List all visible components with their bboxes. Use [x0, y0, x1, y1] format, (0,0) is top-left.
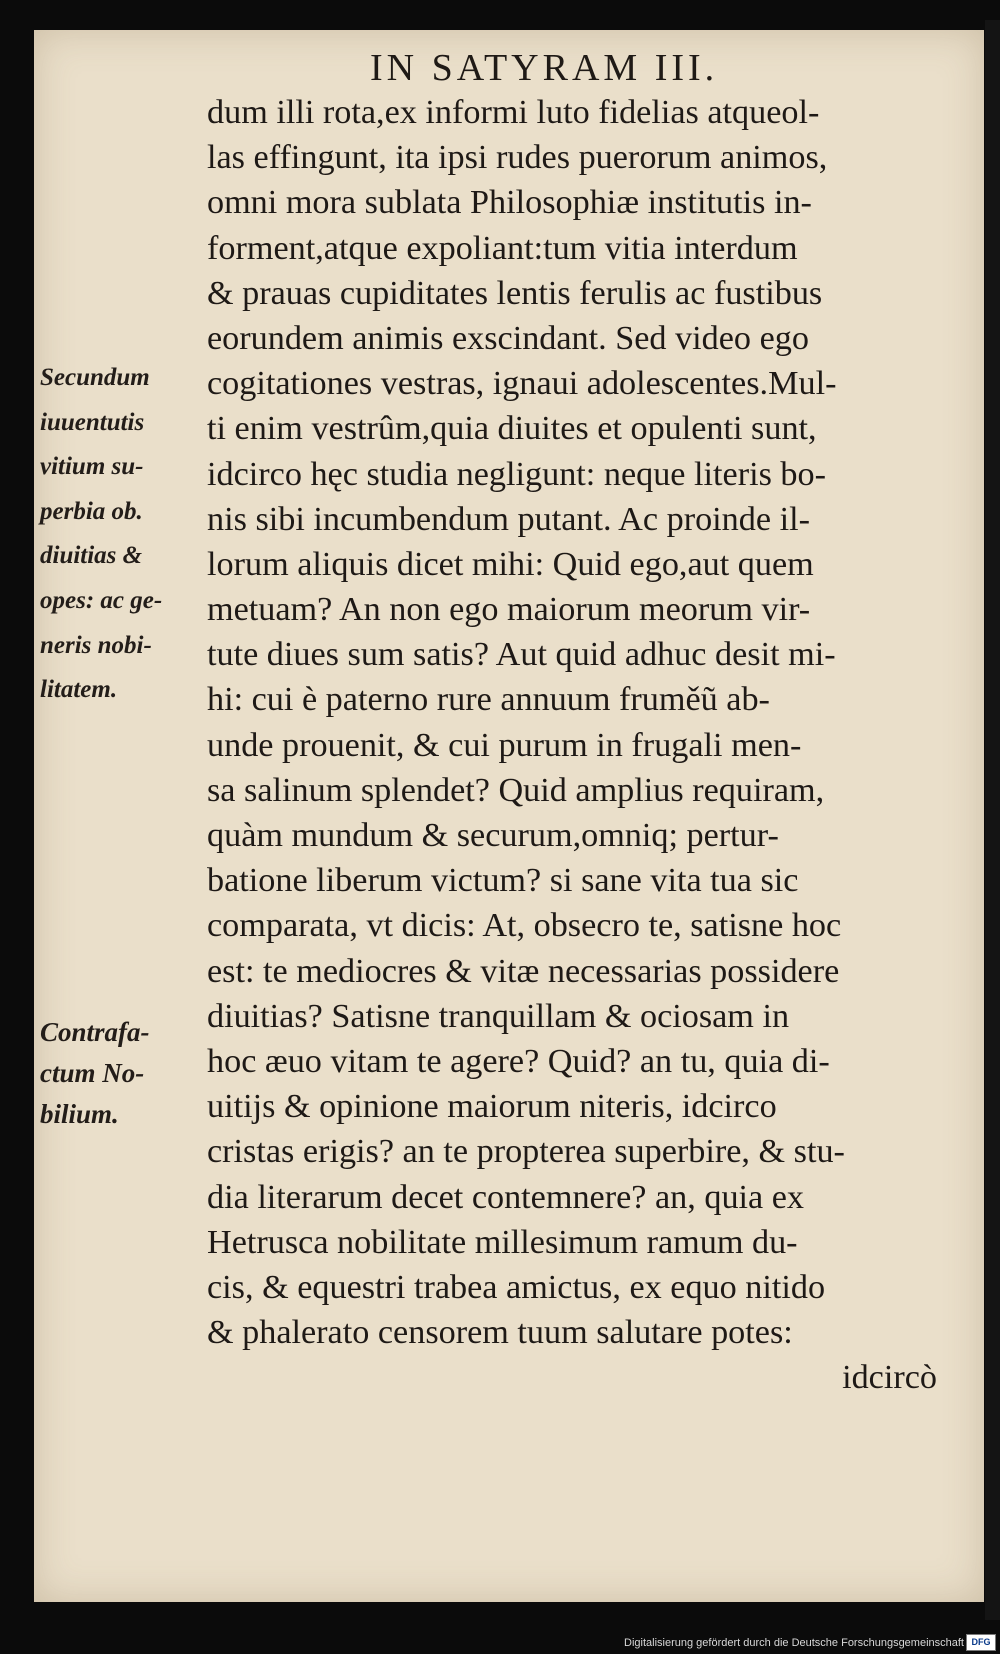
marginal-note-superbia: [40, 356, 225, 713]
body-line: comparata, vt dicis: At, obsecro te, satisne hoc: [207, 907, 842, 945]
body-line: cis, & equestri trabea amictus, ex equo nitido: [207, 1268, 826, 1306]
marginal-line: neris nobi-: [40, 631, 152, 659]
body-line: est: te mediocres & vitæ necessarias possidere: [207, 952, 840, 990]
body-line: diuitias? Satisne tranquillam & ociosam in: [207, 997, 790, 1035]
marginal-line: bilium.: [40, 1099, 119, 1129]
digitization-credit: Digitalisierung gefördert durch die Deutsche Forschungsgemeinschaft: [624, 1637, 964, 1649]
marginal-line: opes: ac ge-: [40, 586, 163, 614]
body-line: forment,atque expoliant:tum vitia interdum: [207, 229, 798, 267]
marginal-line: iuuentutis: [40, 408, 145, 436]
body-line: hi: cui è paterno rure annuum fruměũ ab-: [207, 681, 770, 719]
marginal-line: Contrafa-: [40, 1017, 150, 1047]
body-text: [207, 90, 967, 1400]
marginal-line: Secundum: [40, 364, 150, 391]
marginal-note-nobilium: [40, 1012, 225, 1135]
body-line: nis sibi incumbendum putant. Ac proinde il-: [207, 500, 810, 538]
marginal-line: ctum No-: [40, 1058, 145, 1088]
body-line: uitijs & opinione maiorum niteris, idcirco: [207, 1088, 777, 1126]
body-line: unde prouenit, & cui purum in frugali men-: [207, 726, 802, 764]
catchword: idcircò: [842, 1359, 937, 1397]
running-head: IN SATYRAM III.: [370, 47, 719, 89]
body-line: metuam? An non ego maiorum meorum vir-: [207, 591, 811, 629]
body-line: omni mora sublata Philosophiæ institutis in-: [207, 184, 812, 222]
body-line: ti enim vestrûm,quia diuites et opulenti sunt,: [207, 410, 817, 448]
marginal-line: diuitias &: [40, 542, 143, 570]
body-line: cogitationes vestras, ignaui adolescentes.Mul-: [207, 365, 837, 403]
body-line: idcirco hęc studia negligunt: neque literis bo-: [207, 455, 826, 493]
marginal-line: vitium su-: [40, 453, 144, 481]
body-line: & phalerato censorem tuum salutare potes:: [207, 1314, 793, 1352]
body-line: las effingunt, ita ipsi rudes puerorum animos,: [207, 139, 828, 177]
body-line: eorundem animis exscindant. Sed video ego: [207, 319, 809, 357]
page-edge: [985, 20, 1000, 1620]
marginal-line: litatem.: [40, 676, 118, 704]
body-line: batione liberum victum? si sane vita tua sic: [207, 862, 799, 900]
body-line: Hetrusca nobilitate millesimum ramum du-: [207, 1223, 798, 1261]
dfg-logo: DFG: [966, 1634, 996, 1651]
body-line: dia literarum decet contemnere? an, quia ex: [207, 1178, 805, 1216]
body-line: dum illi rota,ex informi luto fidelias atqueol-: [207, 94, 820, 131]
body-line: hoc æuo vitam te agere? Quid? an tu, quia di-: [207, 1042, 830, 1080]
body-line: tute diues sum satis? Aut quid adhuc desit mi-: [207, 636, 836, 674]
body-line: quàm mundum & securum,omniq; pertur-: [207, 817, 779, 854]
body-line: sa salinum splendet? Quid amplius requiram,: [207, 771, 825, 809]
body-line: cristas erigis? an te propterea superbire, & stu-: [207, 1133, 845, 1171]
body-line: lorum aliquis dicet mihi: Quid ego,aut quem: [207, 545, 814, 583]
body-line: & prauas cupiditates lentis ferulis ac fustibus: [207, 274, 823, 312]
marginal-line: perbia ob.: [40, 497, 143, 525]
